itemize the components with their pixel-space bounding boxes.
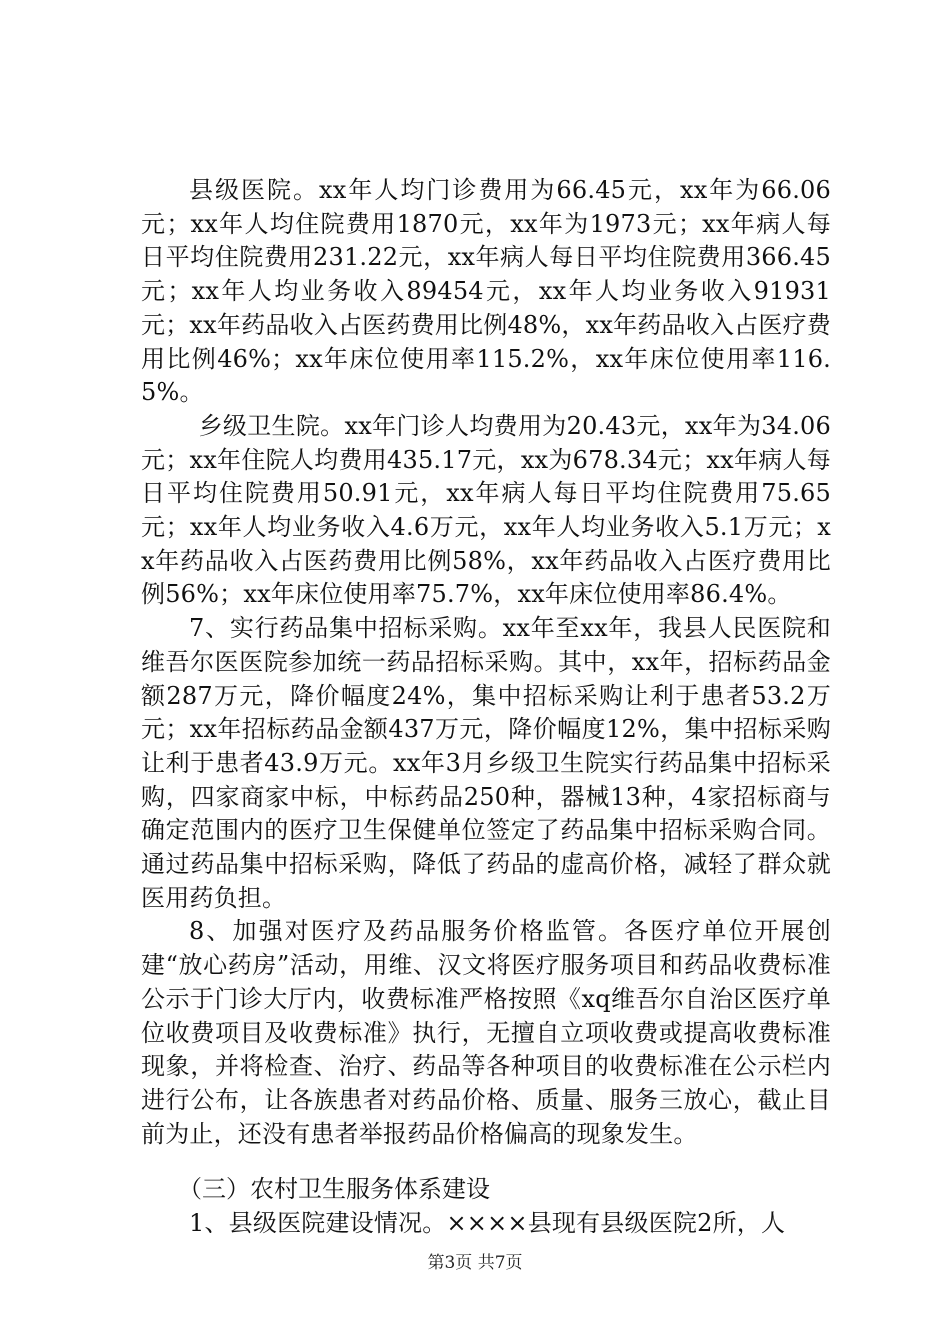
section-heading: （三）农村卫生服务体系建设	[178, 1175, 490, 1204]
page-footer: 第3页 共7页	[427, 1253, 523, 1273]
paragraph-township-clinic: 乡级卫生院。xx年门诊人均费用为20.43元，xx年为34.06元；xx年住院人均费用435.17元，xx为678.34元；xx年病人每日平均住院费用50.91元，xx年病人每日平均住院费用75.65元；xx年人均业务收入4.6万元，xx年人均业务收入5.1万元；xx年药品收入占医药费用比例58%，xx年药品收入占医疗费用比例56%；xx年床位使用率75.7%，xx年床位使用率86.4%。	[141, 411, 831, 609]
paragraph-spacer	[141, 1151, 831, 1173]
document-body	[141, 174, 831, 1241]
paragraph-price-supervision: 8、加强对医疗及药品服务价格监管。各医疗单位开展创建“放心药房”活动，用维、汉文将医疗服务项目和药品收费标准公示于门诊大厅内，收费标准严格按照《xq维吾尔自治区医疗单位收费项目及收费标准》执行，无擅自立项收费或提高收费标准现象，并将检查、治疗、药品等各种项目的收费标准在公示栏内进行公布，让各族患者对药品价格、质量、服务三放心，截止目前为止，还没有患者举报药品价格偏高的现象发生。	[141, 917, 831, 1148]
paragraph-county-hospital: 县级医院。xx年人均门诊费用为66.45元，xx年为66.06元；xx年人均住院费用1870元，xx年为1973元；xx年病人每日平均住院费用231.22元，xx年病人每日平均住院费用366.45元；xx年人均业务收入89454元，xx年人均业务收入91931元；xx年药品收入占医药费用比例48%，xx年药品收入占医疗费用比例46%；xx年床位使用率115.2%，xx年床位使用率116.5%。	[141, 176, 831, 407]
paragraph-drug-procurement: 7、实行药品集中招标采购。xx年至xx年，我县人民医院和维吾尔医医院参加统一药品招标采购。其中，xx年，招标药品金额287万元，降价幅度24%，集中招标采购让利于患者53.2万元；xx年招标药品金额437万元，降价幅度12%，集中招标采购让利于患者43.9万元。xx年3月乡级卫生院实行药品集中招标采购，四家商家中标，中标药品250种，器械13种，4家招标商与确定范围内的医疗卫生保健单位签定了药品集中招标采购合同。通过药品集中招标采购，降低了药品的虚高价格，减轻了群众就医用药负担。	[141, 614, 831, 912]
paragraph-county-hospital-construction: 1、县级医院建设情况。××××县现有县级医院2所，人	[189, 1209, 786, 1238]
